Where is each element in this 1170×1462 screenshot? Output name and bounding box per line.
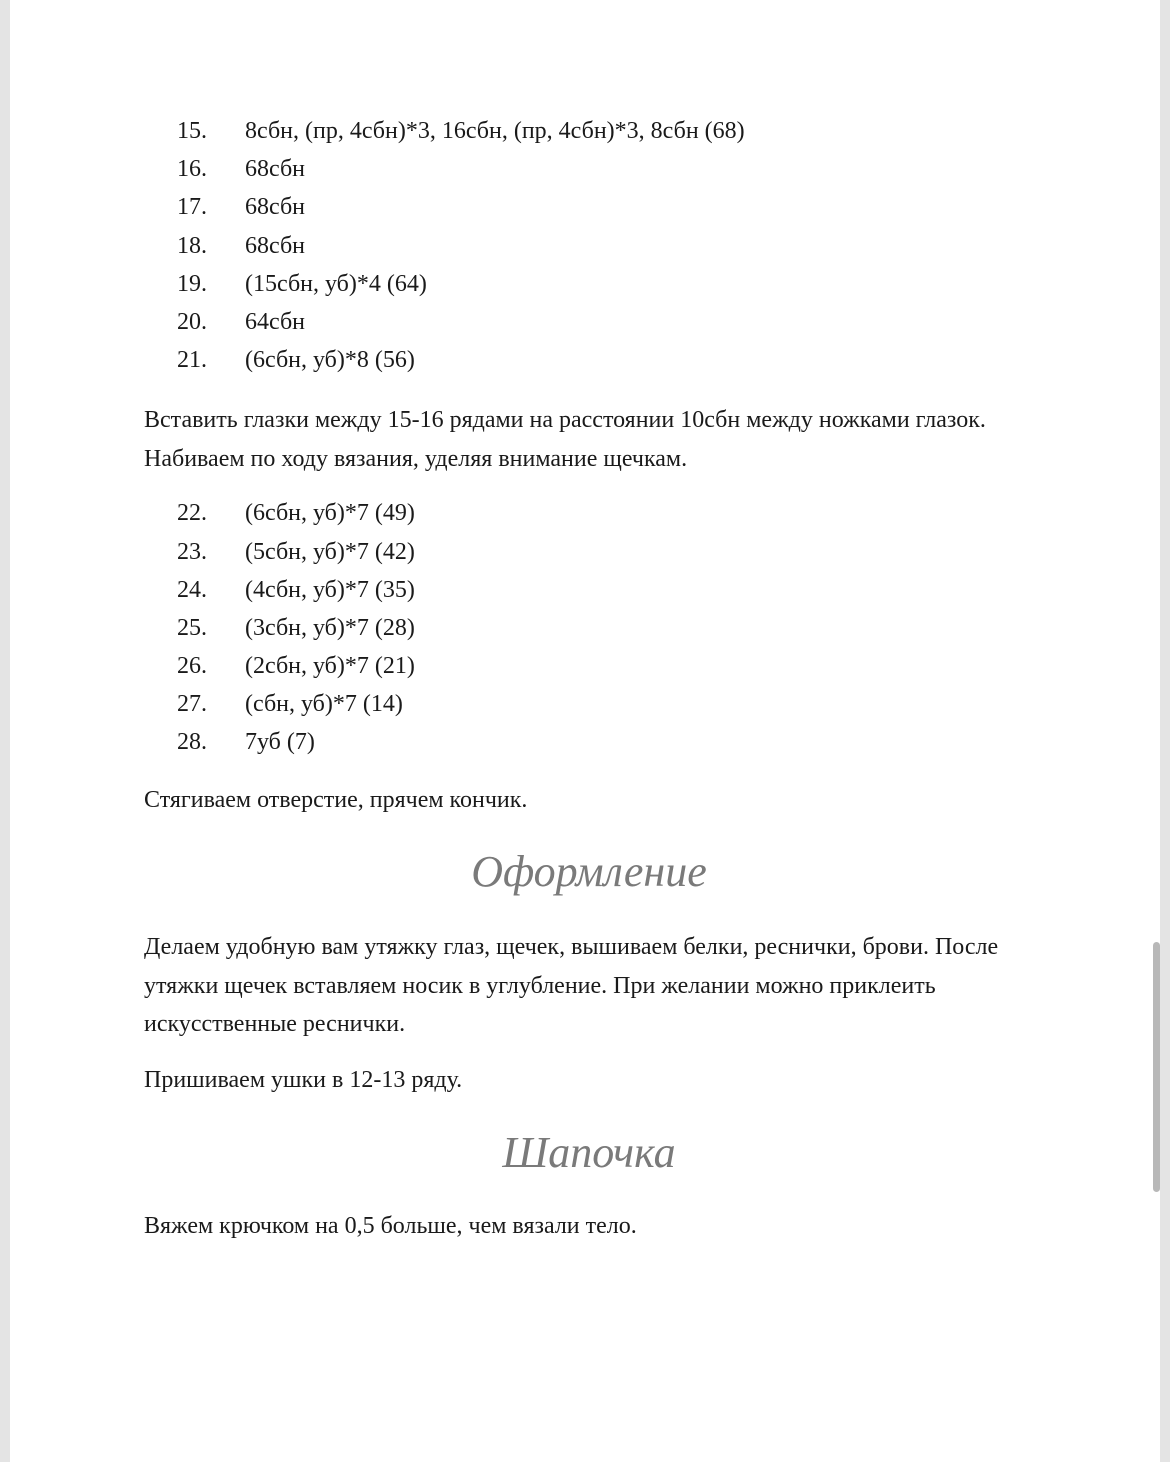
vertical-scrollbar[interactable]: [1153, 942, 1160, 1192]
instruction-hat: Вяжем крючком на 0,5 больше, чем вязали тело.: [144, 1213, 637, 1240]
row-instruction: (15сбн, уб)*4 (64): [245, 270, 427, 297]
row-item: [144, 303, 1034, 341]
row-instruction: 68сбн: [245, 194, 305, 221]
row-instruction: (5сбн, уб)*7 (42): [245, 538, 415, 565]
row-number: 26.: [177, 653, 207, 680]
row-item: [144, 609, 1034, 647]
row-item: [144, 150, 1034, 188]
row-item: [144, 265, 1034, 303]
row-number: 17.: [177, 194, 207, 221]
row-item: [144, 647, 1034, 685]
row-instruction: (3сбн, уб)*7 (28): [245, 614, 415, 641]
row-instruction: 64сбн: [245, 308, 305, 335]
row-list-part1: [144, 112, 1034, 379]
row-number: 22.: [177, 500, 207, 527]
instruction-close: Стягиваем отверстие, прячем кончик.: [144, 786, 528, 813]
row-number: 25.: [177, 614, 207, 641]
row-number: 15.: [177, 118, 207, 144]
row-item: [144, 571, 1034, 609]
row-instruction: 8сбн, (пр, 4сбн)*3, 16сбн, (пр, 4сбн)*3, 8сбн (68): [245, 118, 745, 144]
row-item: [144, 685, 1034, 723]
section-heading-hat: Шапочка: [502, 1128, 676, 1178]
instruction-decor: Делаем удобную вам утяжку глаз, щечек, вышиваем белки, реснички, брови. После утяжки щечек вставляем носик в углубление. При желании можно приклеить искусственные реснички.: [144, 934, 999, 1038]
document-page: [144, 110, 1034, 1246]
row-item: [144, 341, 1034, 379]
row-item: [144, 533, 1034, 571]
row-instruction: 68сбн: [245, 156, 305, 183]
row-list-part2: [144, 494, 1034, 761]
row-item: [144, 112, 1034, 150]
row-number: 21.: [177, 347, 207, 374]
row-instruction: (2сбн, уб)*7 (21): [245, 653, 415, 680]
row-item: [144, 188, 1034, 226]
row-number: 20.: [177, 308, 207, 335]
row-number: 19.: [177, 270, 207, 297]
page-edge-left: [0, 0, 10, 1462]
instruction-eyes: Вставить глазки между 15-16 рядами на расстоянии 10сбн между ножками глазок. Набиваем по ходу вязания, уделяя внимание щечкам.: [144, 407, 986, 472]
row-number: 16.: [177, 156, 207, 183]
instruction-ears: Пришиваем ушки в 12-13 ряду.: [144, 1066, 463, 1093]
row-item: [144, 723, 1034, 761]
section-heading-decor: Оформление: [471, 847, 707, 897]
row-number: 27.: [177, 691, 207, 718]
row-item: [144, 494, 1034, 532]
row-item: [144, 227, 1034, 265]
row-instruction: (6сбн, уб)*8 (56): [245, 347, 415, 374]
page-edge-right: [1160, 0, 1170, 1462]
row-instruction: 7уб (7): [245, 729, 315, 756]
row-number: 24.: [177, 576, 207, 603]
row-number: 23.: [177, 538, 207, 565]
row-instruction: (4сбн, уб)*7 (35): [245, 576, 415, 603]
row-number: 18.: [177, 232, 207, 259]
row-instruction: 68сбн: [245, 232, 305, 259]
row-instruction: (6сбн, уб)*7 (49): [245, 500, 415, 527]
row-number: 28.: [177, 729, 207, 756]
row-instruction: (сбн, уб)*7 (14): [245, 691, 403, 718]
